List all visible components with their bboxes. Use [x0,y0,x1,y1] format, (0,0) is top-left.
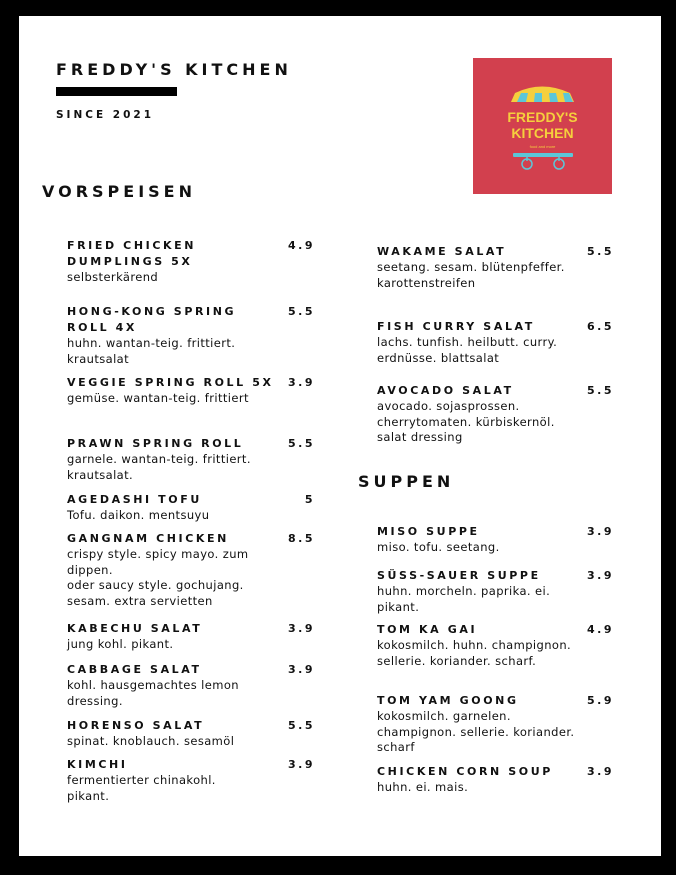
menu-item-price: 5.5 [288,437,315,450]
menu-item-price: 3.9 [587,525,614,538]
menu-item-name: HORENSO SALAT [67,719,205,732]
menu-item-name: TOM YAM GOONG [377,694,519,707]
menu-item-price: 4.9 [587,623,614,636]
menu-item-description: Tofu. daikon. mentsuyu [67,508,210,522]
menu-item [377,693,614,756]
menu-item [67,375,315,407]
menu-page [19,16,661,856]
since-label: SINCE 2021 [56,109,155,121]
menu-item [377,622,614,669]
menu-item [67,621,315,653]
menu-item-description: kokosmilch. huhn. champignon. sellerie. koriander. scharf. [377,638,572,668]
menu-item-name: CABBAGE SALAT [67,663,202,676]
menu-item-description: selbsterkärend [67,270,159,284]
menu-item-description: kokosmilch. garnelen. champignon. sellerie. koriander. scharf [377,709,575,754]
menu-item-name: AVOCADO SALAT [377,384,514,397]
menu-item [377,764,614,796]
menu-item-description: miso. tofu. seetang. [377,540,500,554]
menu-item [67,238,315,286]
menu-item-name: HONG-KONG SPRING ROLL 4X [67,305,237,334]
menu-item-description: crispy style. spicy mayo. zum dippen. oder saucy style. gochujang. sesam. extra servietten [67,547,249,608]
menu-item [67,304,315,367]
brand-underline-bar [56,87,177,96]
menu-item-name: MISO SUPPE [377,525,480,538]
menu-item-name: VEGGIE SPRING ROLL 5X [67,376,274,389]
menu-item [377,524,614,556]
menu-item-name: WAKAME SALAT [377,245,507,258]
menu-item-price: 3.9 [288,663,315,676]
menu-item-name: AGEDASHI TOFU [67,493,202,506]
menu-item [67,492,315,524]
menu-item-name: FISH CURRY SALAT [377,320,535,333]
menu-item-name: FRIED CHICKEN DUMPLINGS 5X [67,239,197,268]
menu-item-description: kohl. hausgemachtes lemon dressing. [67,678,239,708]
menu-item [67,436,315,483]
menu-item-name: TOM KA GAI [377,623,478,636]
logo-text-line2: KITCHEN [511,125,574,141]
menu-item-description: garnele. wantan-teig. frittiert. krautsalat. [67,452,251,482]
menu-item-name: SÜSS-SAUER SUPPE [377,569,541,582]
menu-item-description: avocado. sojasprossen. cherrytomaten. kürbiskernöl. salat dressing [377,399,555,444]
menu-item-price: 3.9 [587,765,614,778]
restaurant-logo [473,58,612,194]
section-title-vorspeisen: VORSPEISEN [42,182,196,201]
logo-text-line1: FREDDY'S [507,109,578,125]
menu-item-name: CHICKEN CORN SOUP [377,765,553,778]
menu-item [67,662,315,709]
menu-item-description: huhn. ei. mais. [377,780,469,794]
menu-item-price: 6.5 [587,320,614,333]
menu-item [377,319,614,366]
menu-item-price: 5.5 [288,719,315,732]
brand-title: FREDDY'S KITCHEN [56,60,292,79]
menu-item-price: 3.9 [288,758,315,771]
menu-item-name: KIMCHI [67,758,128,771]
menu-item-name: KABECHU SALAT [67,622,203,635]
menu-item-price: 5.5 [587,245,614,258]
menu-item-price: 4.9 [288,239,315,252]
menu-item-price: 3.9 [288,376,315,389]
menu-item-description: huhn. morcheln. paprika. ei. pikant. [377,584,551,614]
menu-item-price: 5.9 [587,694,614,707]
menu-item-price: 5 [304,493,315,506]
menu-item [377,244,614,291]
menu-item-description: lachs. tunfish. heilbutt. curry. erdnüsse. blattsalat [377,335,558,365]
menu-item-price: 5.5 [587,384,614,397]
section-title-suppen: SUPPEN [358,472,455,491]
menu-item-description: jung kohl. pikant. [67,637,174,651]
menu-item-price: 5.5 [288,305,315,318]
menu-item-price: 3.9 [288,622,315,635]
menu-item [67,531,315,609]
menu-item-description: spinat. knoblauch. sesamöl [67,734,235,748]
logo-tagline: food and more [529,144,556,149]
menu-item [67,718,315,750]
food-cart-logo-icon [473,58,612,194]
menu-item [67,757,315,804]
menu-item-name: GANGNAM CHICKEN [67,532,229,545]
menu-item [377,383,614,446]
menu-item-price: 3.9 [587,569,614,582]
menu-item-description: huhn. wantan-teig. frittiert. krautsalat [67,336,236,366]
menu-item-description: gemüse. wantan-teig. frittiert [67,391,249,405]
menu-item [377,568,614,615]
menu-item-price: 8.5 [288,532,315,545]
menu-item-description: fermentierter chinakohl. pikant. [67,773,216,803]
menu-item-description: seetang. sesam. blütenpfeffer. karottenstreifen [377,260,565,290]
menu-item-name: PRAWN SPRING ROLL [67,437,244,450]
